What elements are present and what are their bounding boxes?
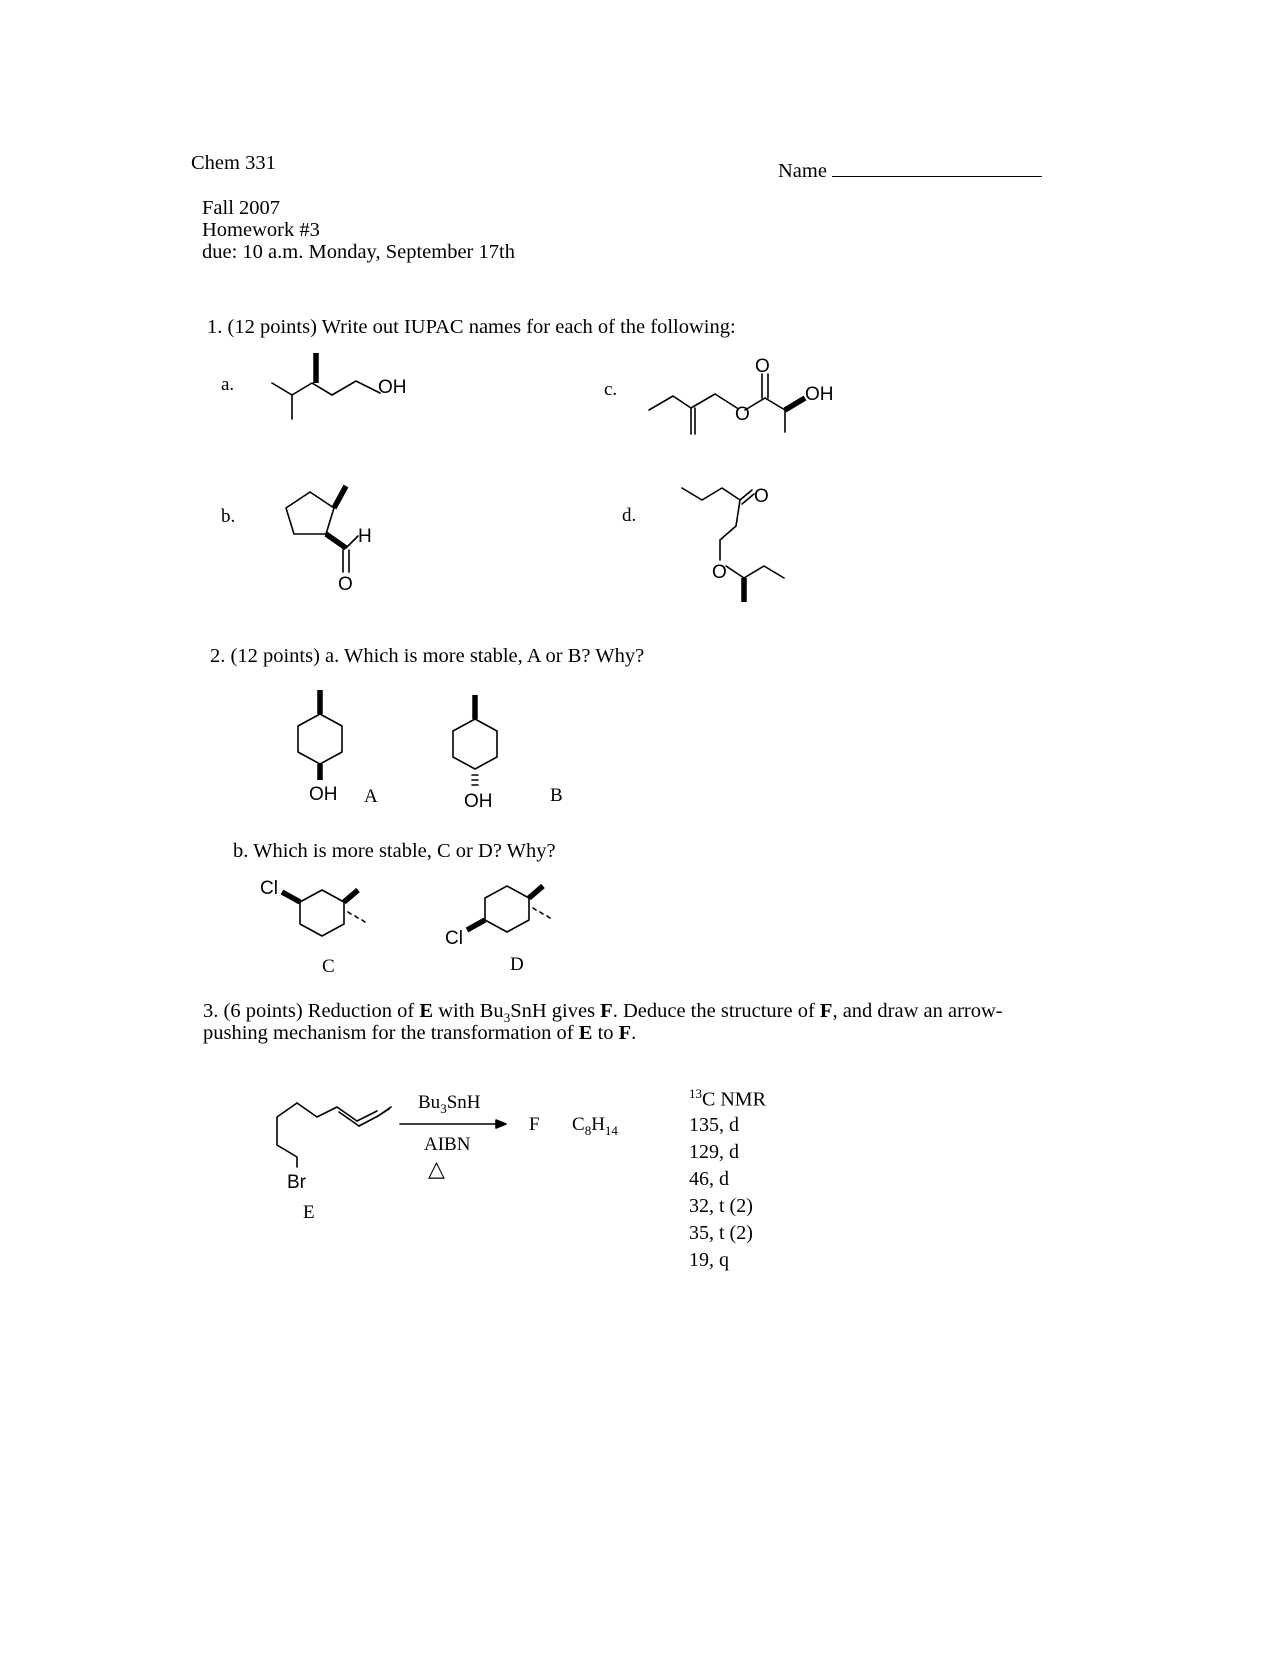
- label-D: D: [510, 954, 524, 975]
- structure-1c: [645, 358, 845, 438]
- q2b-prompt: b. Which is more stable, C or D? Why?: [233, 840, 556, 862]
- structure-D: [445, 876, 565, 949]
- br-label: Br: [287, 1172, 306, 1193]
- structure-C: [260, 876, 380, 946]
- q2a-prompt: 2. (12 points) a. Which is more stable, A or B? Why?: [210, 645, 645, 667]
- heat-icon: △: [428, 1156, 445, 1181]
- oh-label-A: OH: [309, 784, 338, 805]
- q3-prompt-line1: 3. (6 points) Reduction of E with $Bu_3SnH$ gives F. Deduce the structure of F, and draw an arrow-: [203, 1000, 1003, 1026]
- product-F: F: [529, 1114, 540, 1135]
- q3-prompt-line2: pushing mechanism for the transformation of E to F.: [203, 1022, 637, 1044]
- structure-B: [445, 695, 525, 825]
- nmr-peak-list: [689, 1112, 753, 1274]
- reagent-bottom: AIBN: [424, 1134, 471, 1155]
- product-formula: $C_8H_{14}$: [572, 1114, 618, 1138]
- structure-1a: [260, 345, 420, 425]
- q1-label-b: b.: [221, 506, 236, 527]
- nmr-peak: 135, d: [689, 1114, 739, 1136]
- structure-A: [290, 688, 370, 818]
- label-A: A: [364, 786, 378, 807]
- q1-prompt: 1. (12 points) Write out IUPAC names for each of the following:: [207, 316, 736, 338]
- structure-1d: [680, 478, 810, 608]
- structure-1b: [280, 480, 410, 595]
- o-label: O: [338, 574, 353, 595]
- ketone-o-label: O: [754, 486, 769, 507]
- carbonyl-o-label: O: [755, 356, 770, 377]
- name-blank[interactable]: [832, 158, 1042, 177]
- cl-label-C: Cl: [260, 878, 278, 899]
- name-field[interactable]: [778, 158, 1042, 182]
- assignment-title: Homework #3: [202, 219, 320, 241]
- label-B: B: [550, 785, 563, 806]
- nmr-peak: 19, q: [689, 1249, 729, 1271]
- q1-label-c: c.: [604, 379, 618, 400]
- due-date: due: 10 a.m. Monday, September 17th: [202, 241, 515, 263]
- name-label: Name: [778, 160, 827, 182]
- structure-E: [265, 1095, 405, 1205]
- course-title: Chem 331: [191, 152, 276, 174]
- ether-o-label: O: [712, 562, 727, 583]
- h-label: H: [358, 526, 372, 547]
- cl-label-D: Cl: [445, 928, 463, 949]
- ester-o-label: O: [735, 404, 750, 425]
- reagent-top: $Bu_3SnH$: [418, 1092, 481, 1116]
- term: Fall 2007: [202, 197, 281, 219]
- reaction-arrow: [398, 1118, 508, 1132]
- nmr-peak: 129, d: [689, 1141, 739, 1163]
- label-E: E: [303, 1202, 315, 1223]
- nmr-peak: 35, t (2): [689, 1222, 753, 1244]
- label-C: C: [322, 956, 335, 977]
- q1-label-a: a.: [221, 374, 235, 395]
- oh-label-B: OH: [464, 791, 493, 812]
- nmr-title: $^{13}$C NMR: [689, 1086, 766, 1111]
- nmr-peak: 32, t (2): [689, 1195, 753, 1217]
- oh-label-c: OH: [805, 384, 834, 405]
- oh-label: OH: [378, 377, 407, 398]
- nmr-peak: 46, d: [689, 1168, 729, 1190]
- q1-label-d: d.: [622, 505, 637, 526]
